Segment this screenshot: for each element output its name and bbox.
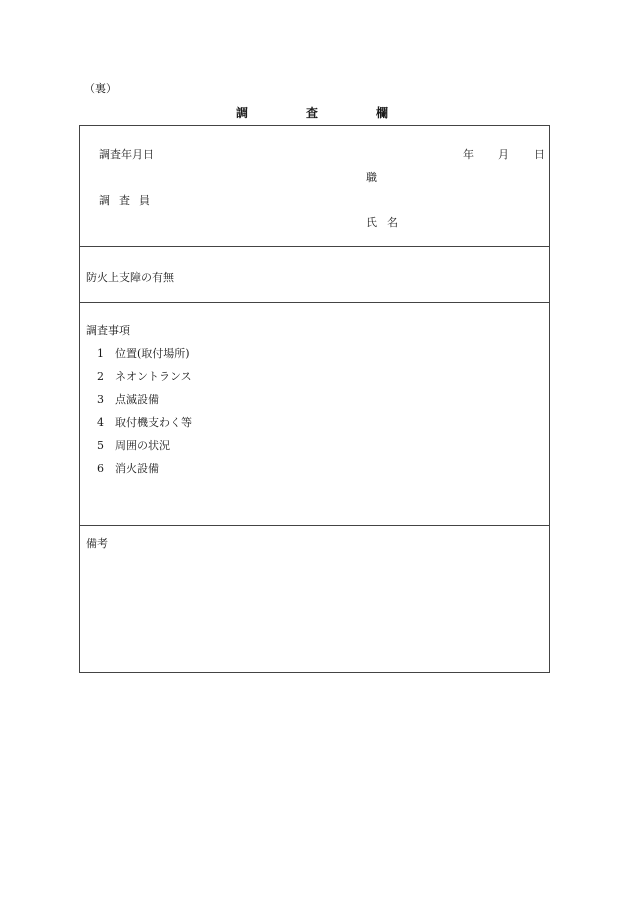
survey-item-number: 2 — [97, 370, 104, 383]
survey-item-number: 5 — [97, 439, 104, 452]
survey-item-text: 周囲の状況 — [115, 439, 170, 452]
survey-item-number: 1 — [97, 347, 104, 360]
survey-item-number: 4 — [97, 416, 104, 429]
month-label: 月 — [498, 148, 509, 161]
survey-item-text: 取付機支わく等 — [115, 416, 192, 429]
inspector-label: 調査員 — [99, 194, 159, 207]
survey-item-text: 位置(取付場所) — [115, 347, 190, 360]
survey-items-heading: 調査事項 — [86, 324, 130, 337]
row-divider-2 — [80, 302, 549, 303]
survey-item-text: ネオントランス — [115, 370, 192, 383]
name-label: 氏名 — [366, 216, 408, 229]
fire-obstacle-label: 防火上支障の有無 — [86, 271, 174, 284]
survey-item — [97, 414, 192, 430]
form-title-char-2: 査 — [306, 106, 319, 120]
post-label: 職 — [366, 171, 377, 184]
survey-item — [97, 368, 192, 384]
survey-item-text: 消火設備 — [115, 462, 159, 475]
row-divider-1 — [80, 246, 549, 247]
survey-item — [97, 345, 190, 361]
survey-item-number: 3 — [97, 393, 104, 406]
year-label: 年 — [463, 148, 474, 161]
survey-item — [97, 460, 159, 476]
survey-item — [97, 391, 159, 407]
page-side-label: （裏） — [84, 82, 117, 95]
survey-form-table — [79, 125, 550, 673]
survey-date-label: 調査年月日 — [99, 148, 154, 161]
survey-item-number: 6 — [97, 462, 104, 475]
day-label: 日 — [534, 148, 545, 161]
form-title-char-1: 調 — [236, 106, 249, 120]
remarks-label: 備考 — [86, 537, 108, 550]
survey-item-text: 点滅設備 — [115, 393, 159, 406]
survey-item — [97, 437, 170, 453]
row-divider-3 — [80, 525, 549, 526]
form-title-char-3: 欄 — [376, 106, 389, 120]
